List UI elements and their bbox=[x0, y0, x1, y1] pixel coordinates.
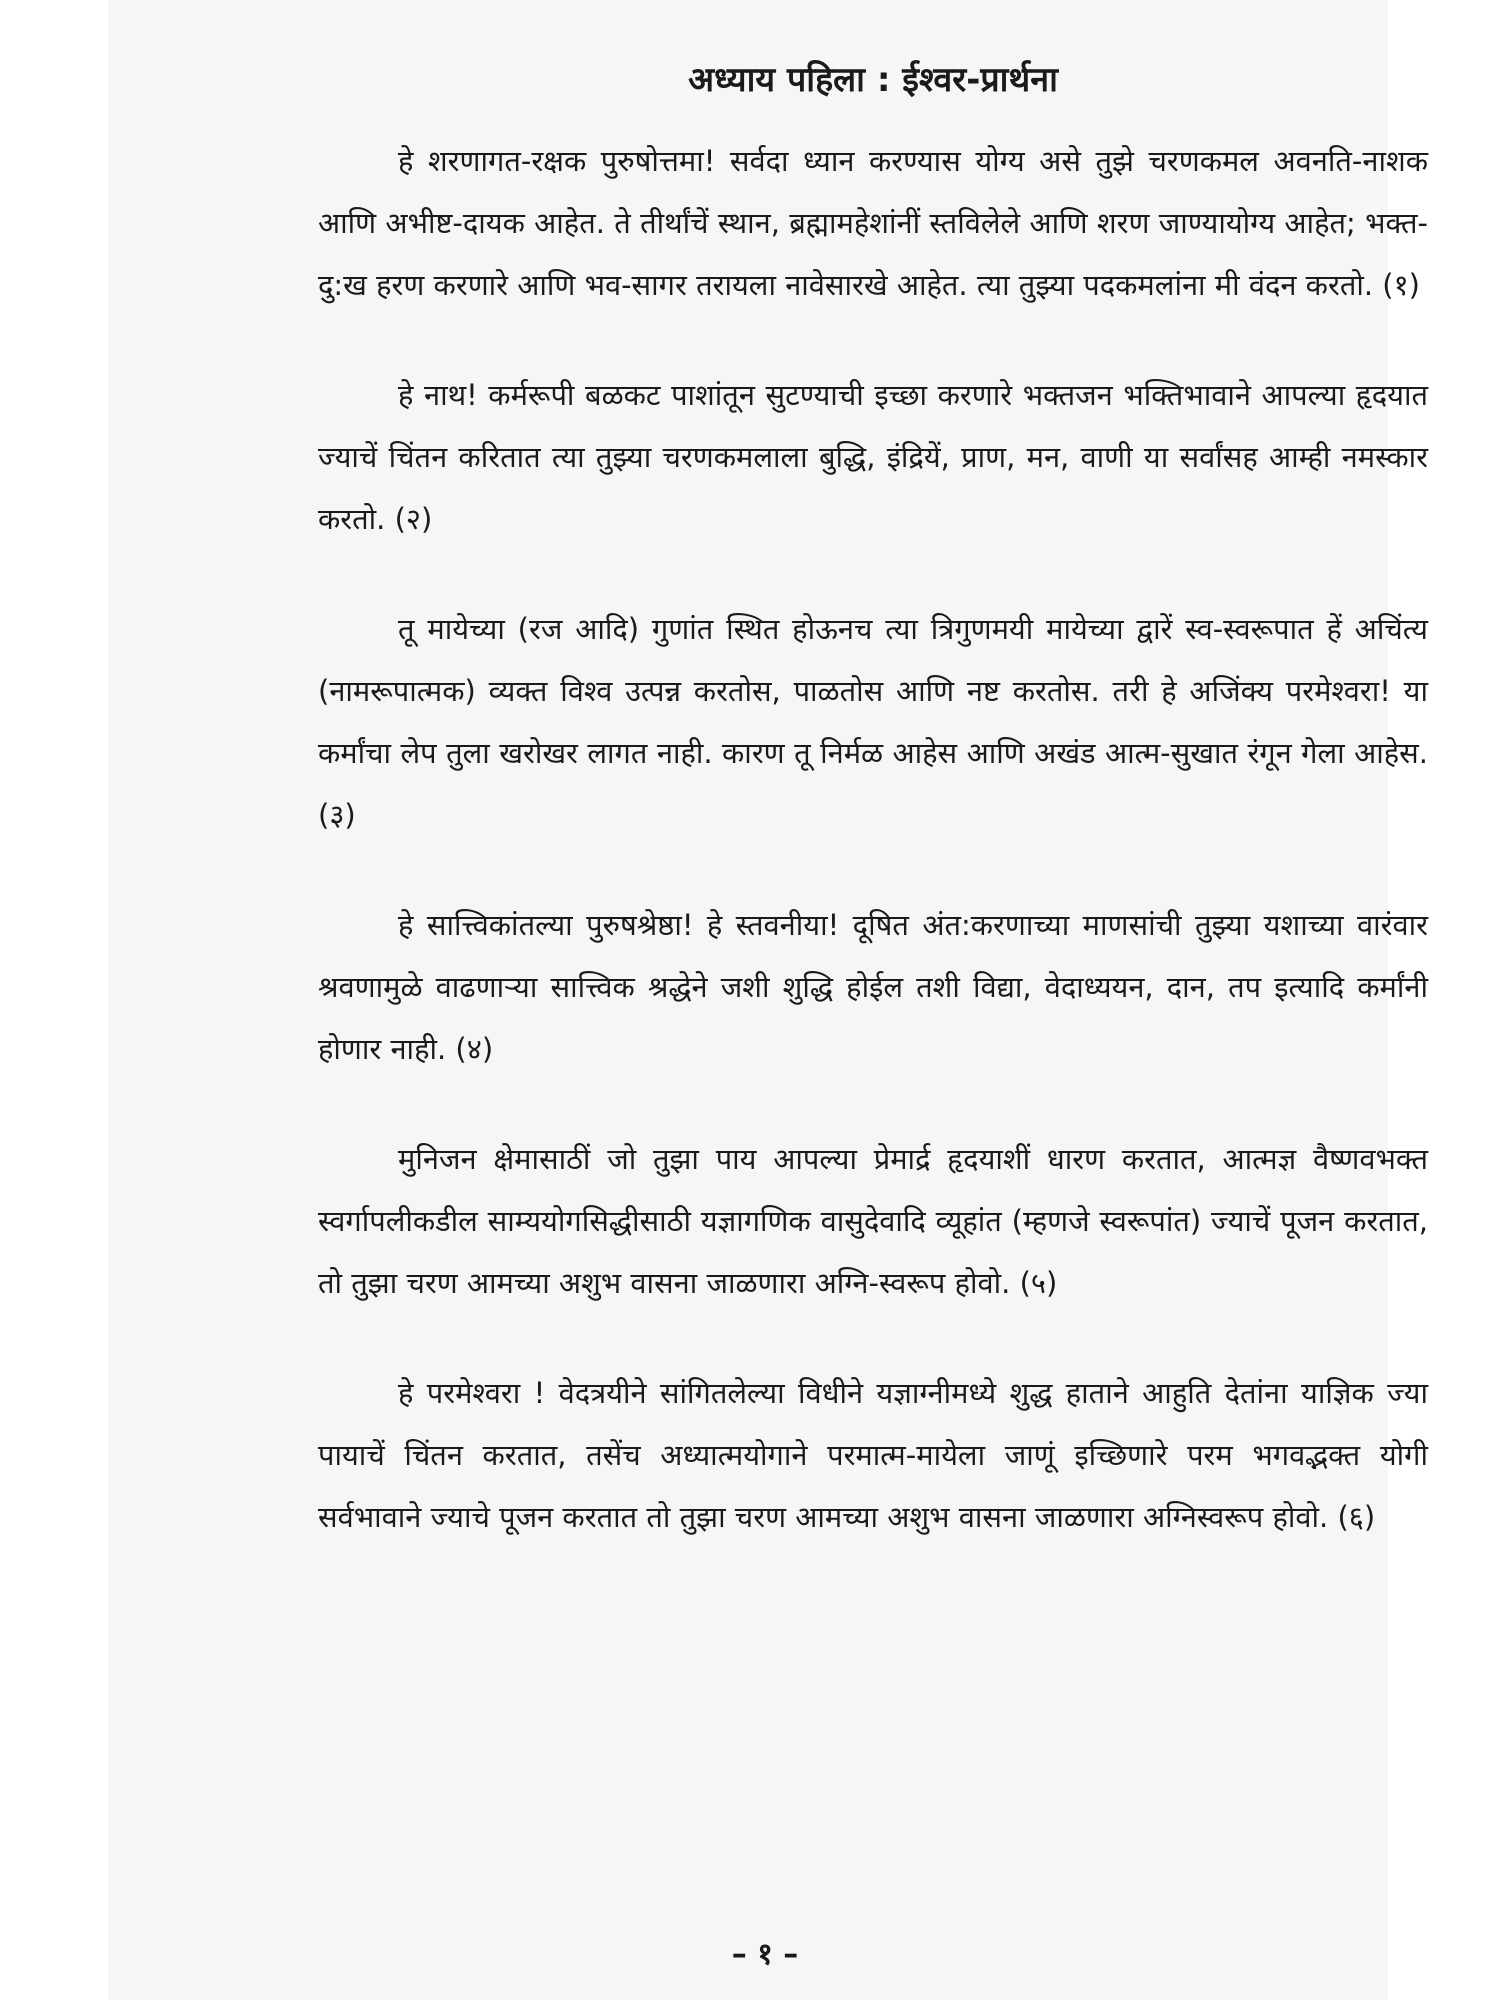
chapter-title: अध्याय पहिला : ईश्वर-प्रार्थना bbox=[688, 60, 1058, 100]
paragraph-2: हे नाथ! कर्मरूपी बळकट पाशांतून सुटण्याची इच्छा करणारे भक्तजन भक्तिभावाने आपल्या हृदयात ज्याचें चिंतन करितात त्या तुझ्या चरणकमलाला बुद्धि, इंद्रियें, प्राण, मन, वाणी या सर्वांसह आम्ही नमस्कार करतो. (२) bbox=[318, 378, 1428, 536]
paragraph-1: हे शरणागत-रक्षक पुरुषोत्तमा! सर्वदा ध्यान करण्यास योग्य असे तुझे चरणकमल अवनति-नाशक आणि अभीष्ट-दायक आहेत. ते तीर्थांचें स्थान, ब्रह्मामहेशांनीं स्तविलेले आणि शरण जाण्यायोग्य आहेत; भक्त-दु:ख हरण करणारे आणि भव-सागर तरायला नावेसारखे आहेत. त्या तुझ्या पदकमलांना मी वंदन करतो. (१) bbox=[318, 144, 1428, 302]
paragraph-6: हे परमेश्वरा ! वेदत्रयीने सांगितलेल्या विधीने यज्ञाग्नीमध्ये शुद्ध हाताने आहुति देतांना याज्ञिक ज्या पायाचें चिंतन करतात, तसेंच अध्यात्मयोगाने परमात्म-मायेला जाणूं इच्छिणारे परम भगवद्भक्त योगी सर्वभावाने ज्याचे पूजन करतात तो तुझा चरण आमच्या अशुभ वासना जाळणारा अग्निस्वरूप होवो. (६) bbox=[318, 1376, 1428, 1534]
page-content bbox=[318, 55, 1428, 1596]
book-page bbox=[108, 0, 1428, 2000]
page-number: – १ – bbox=[731, 1937, 799, 1972]
paragraph-4: हे सात्त्विकांतल्या पुरुषश्रेष्ठा! हे स्तवनीया! दूषित अंत:करणाच्या माणसांची तुझ्या यशाच्या वारंवार श्रवणामुळे वाढणाऱ्या सात्त्विक श्रद्धेने जशी शुद्धि होईल तशी विद्या, वेदाध्ययन, दान, तप इत्यादि कर्मांनी होणार नाही. (४) bbox=[318, 908, 1428, 1066]
paragraph-3: तू मायेच्या (रज आदि) गुणांत स्थित होऊनच त्या त्रिगुणमयी मायेच्या द्वारें स्व-स्वरूपात हें अचिंत्य (नामरूपात्मक) व्यक्त विश्व उत्पन्न करतोस, पाळतोस आणि नष्ट करतोस. तरी हे अजिंक्य परमेश्वरा! या कर्मांचा लेप तुला खरोखर लागत नाही. कारण तू निर्मळ आहेस आणि अखंड आत्म-सुखात रंगून गेला आहेस. (३) bbox=[318, 612, 1428, 832]
paragraph-5: मुनिजन क्षेमासाठीं जो तुझा पाय आपल्या प्रेमार्द्र हृदयाशीं धारण करतात, आत्मज्ञ वैष्णवभक्त स्वर्गापलीकडील साम्ययोगसिद्धीसाठी यज्ञागणिक वासुदेवादि व्यूहांत (म्हणजे स्वरूपांत) ज्याचें पूजन करतात, तो तुझा चरण आमच्या अशुभ वासना जाळणारा अग्नि-स्वरूप होवो. (५) bbox=[318, 1142, 1428, 1300]
